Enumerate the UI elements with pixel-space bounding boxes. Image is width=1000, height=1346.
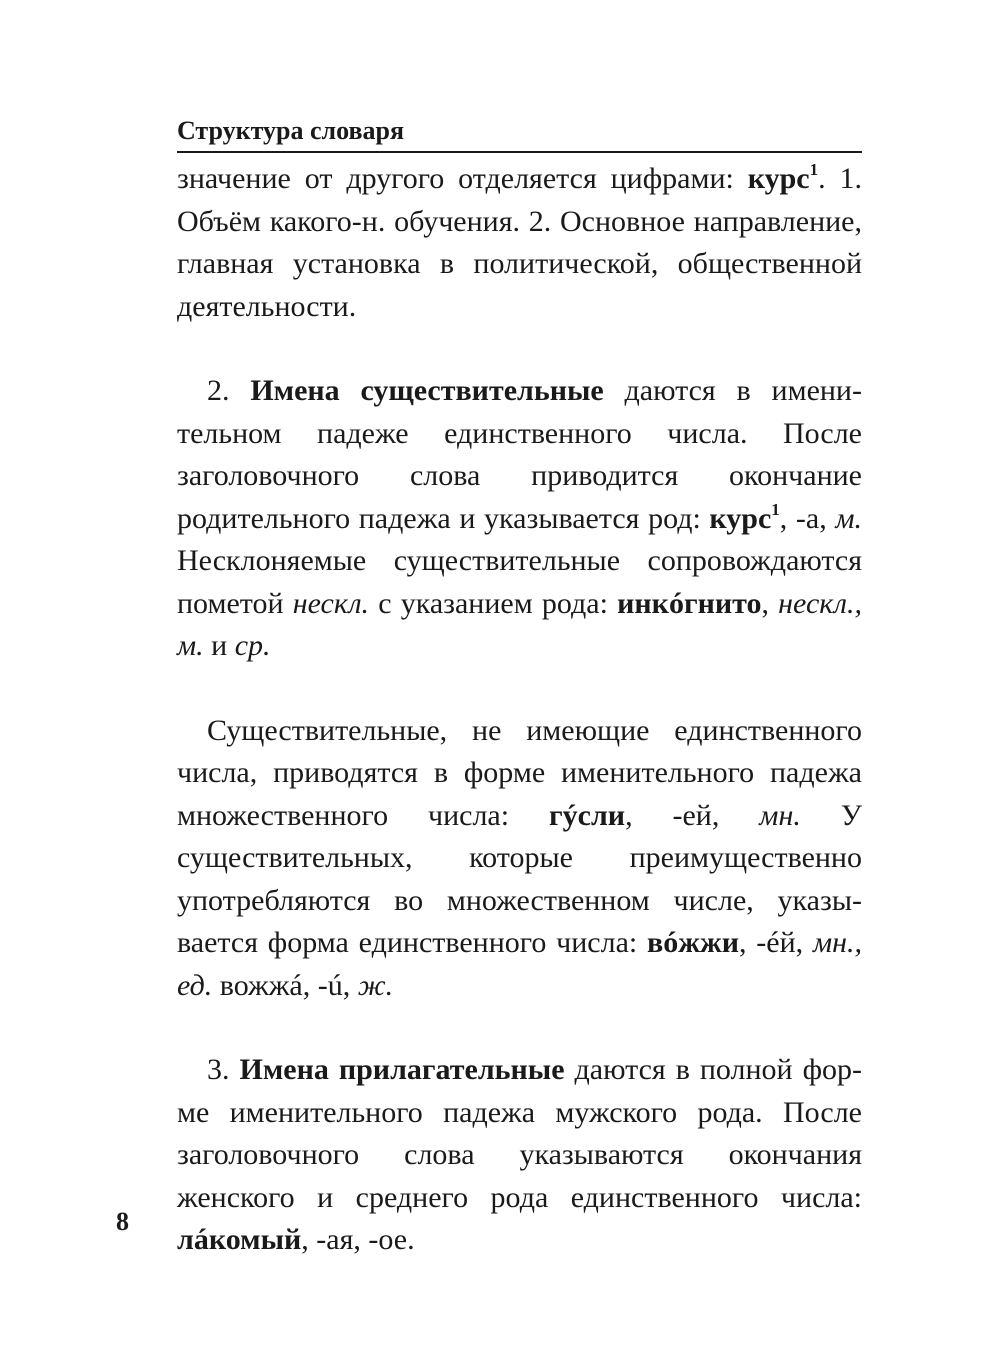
paragraph-course-meanings: [177, 158, 862, 328]
homonym-index: 1: [771, 499, 780, 519]
headword-vozhzhi: вóжжи: [647, 926, 740, 959]
page-number: 8: [116, 1207, 129, 1236]
text: Существительные, не имеющие единственного числа, приводятся в форме именительного падежа множественного числа:: [177, 713, 862, 832]
paragraph-plural-nouns: [177, 710, 862, 1008]
headword-lakomyi: лáкомый: [177, 1223, 302, 1256]
header-title: Структура словаря: [177, 116, 405, 145]
paragraph-nouns: [177, 370, 862, 668]
text: , -ая, -ое.: [301, 1223, 415, 1256]
text: , -а,: [779, 501, 836, 535]
label-masculine: м.: [835, 501, 862, 535]
text: У существительных, которые преимущественно употребляются во множественном числе, указывается форма единственного числа:: [177, 798, 862, 959]
text: , -ей,: [625, 798, 760, 832]
homonym-index: 1: [809, 160, 819, 179]
label-indeclinable: нескл.: [292, 586, 370, 620]
text: , -éй,: [739, 926, 813, 959]
text: даются в полной форме именительного падежа мужского рода. После заголовочного слова указываются окончания женского и среднего рода единственного числа:: [177, 1053, 863, 1214]
label-neuter: ср.: [234, 629, 271, 662]
text: 3.: [207, 1053, 240, 1086]
label-plural: мн.: [759, 798, 801, 832]
headword-kurs: курс: [709, 501, 772, 535]
text: Несклоняемые существительные сопровождаются пометой: [177, 544, 862, 620]
paragraph-adjectives: [177, 1049, 862, 1262]
text: вожжá, -ú,: [212, 968, 358, 1002]
term-adjectives: Имена прилагательные: [239, 1053, 565, 1086]
label-plural-singular: мн., ед.: [177, 926, 862, 1002]
headword-inkognito: инкóгнито: [617, 586, 762, 620]
label-indeclinable-masculine: нескл., м.: [177, 586, 862, 662]
text: ,: [761, 586, 779, 620]
text: с указанием рода:: [369, 586, 618, 620]
headword-gusli: гýсли: [549, 798, 626, 832]
label-feminine: ж.: [357, 968, 394, 1002]
running-header: [177, 113, 862, 153]
text: и: [203, 629, 235, 662]
term-nouns: Имена существительные: [250, 374, 604, 407]
text: даются в именительном падеже единственного числа. После заголовочного слова приводится окончание родительного падежа и указывается род:: [177, 374, 862, 535]
headword-kurs: курс: [747, 162, 810, 195]
text: 2.: [207, 374, 251, 407]
text: . 1. Объём какого-н. обучения. 2. Основное направление, главная установка в политической, общественной деятельности.: [177, 162, 863, 323]
page-body: [177, 158, 862, 1262]
text: значение от другого отделяется цифрами:: [177, 162, 748, 195]
